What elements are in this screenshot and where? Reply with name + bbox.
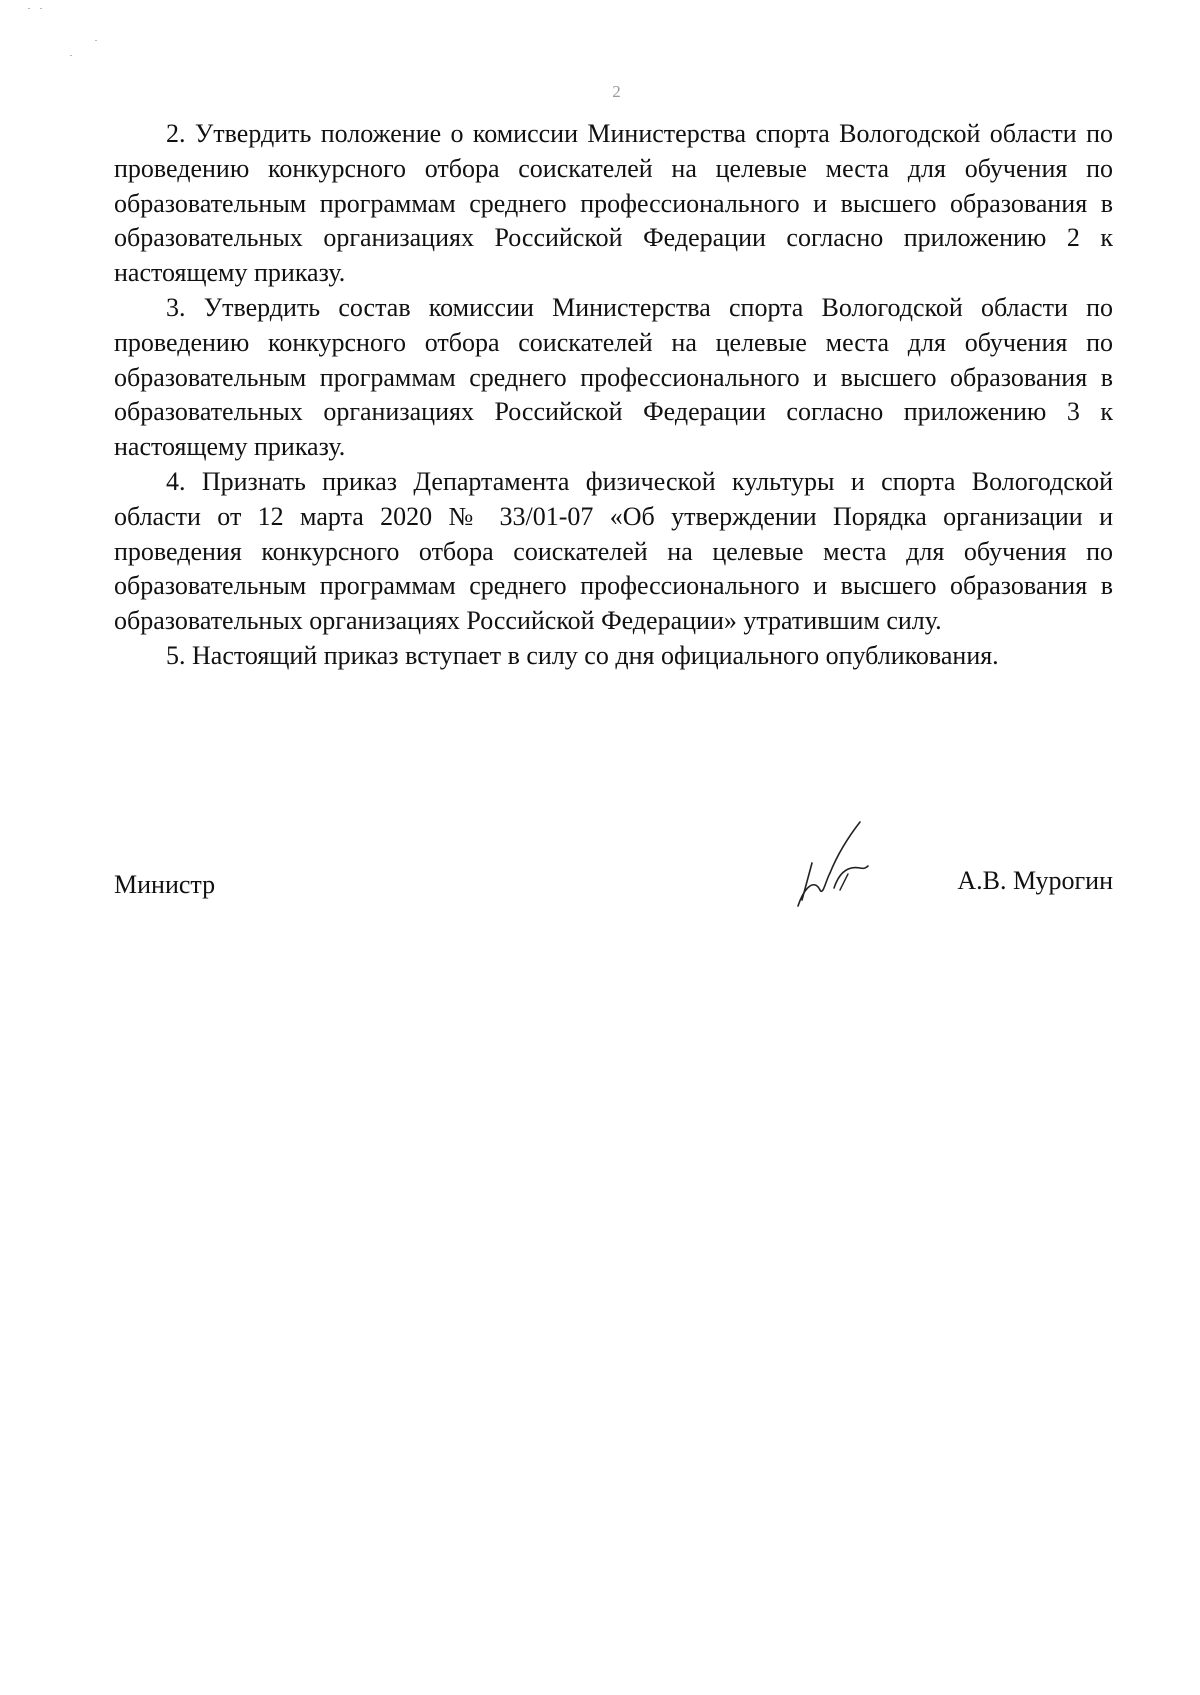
scan-speck bbox=[95, 40, 97, 41]
scan-speck bbox=[70, 55, 72, 56]
signature-block bbox=[114, 862, 1113, 902]
scan-speck bbox=[28, 8, 30, 9]
paragraph-item-5: 5. Настоящий приказ вступает в силу со дня официального опубликования. bbox=[166, 640, 999, 670]
signatory-position: Министр bbox=[114, 870, 216, 899]
document-body bbox=[114, 117, 1113, 674]
paragraph-item-2: 2. Утвердить положение о комиссии Министерства спорта Вологодской области по проведению конкурсного отбора соискателей на целевые места для обучения по образовательным программам среднего профессионального и высшего образования в образовательных организациях Российской Федерации согласно приложению 2 к настоящему приказу. bbox=[114, 119, 1113, 288]
scan-speck bbox=[40, 8, 42, 9]
page-number: 2 bbox=[612, 82, 621, 101]
paragraph-item-4: 4. Признать приказ Департамента физической культуры и спорта Вологодской области от 12 марта 2020 № 33/01-07 «Об утверждении Порядка организации и проведения конкурсного отбора соискателей на целевые места для обучения по образовательным программам среднего профессионального и высшего образования в образовательных организациях Российской Федерации» утратившим силу. bbox=[114, 466, 1113, 636]
paragraph-item-3: 3. Утвердить состав комиссии Министерства спорта Вологодской области по проведению конкурсного отбора соискателей на целевые места для обучения по образовательным программам среднего профессионального и высшего образования в образовательных организациях Российской Федерации согласно приложению 3 к настоящему приказу. bbox=[114, 292, 1113, 462]
signatory-name: А.В. Мурогин bbox=[957, 866, 1113, 895]
